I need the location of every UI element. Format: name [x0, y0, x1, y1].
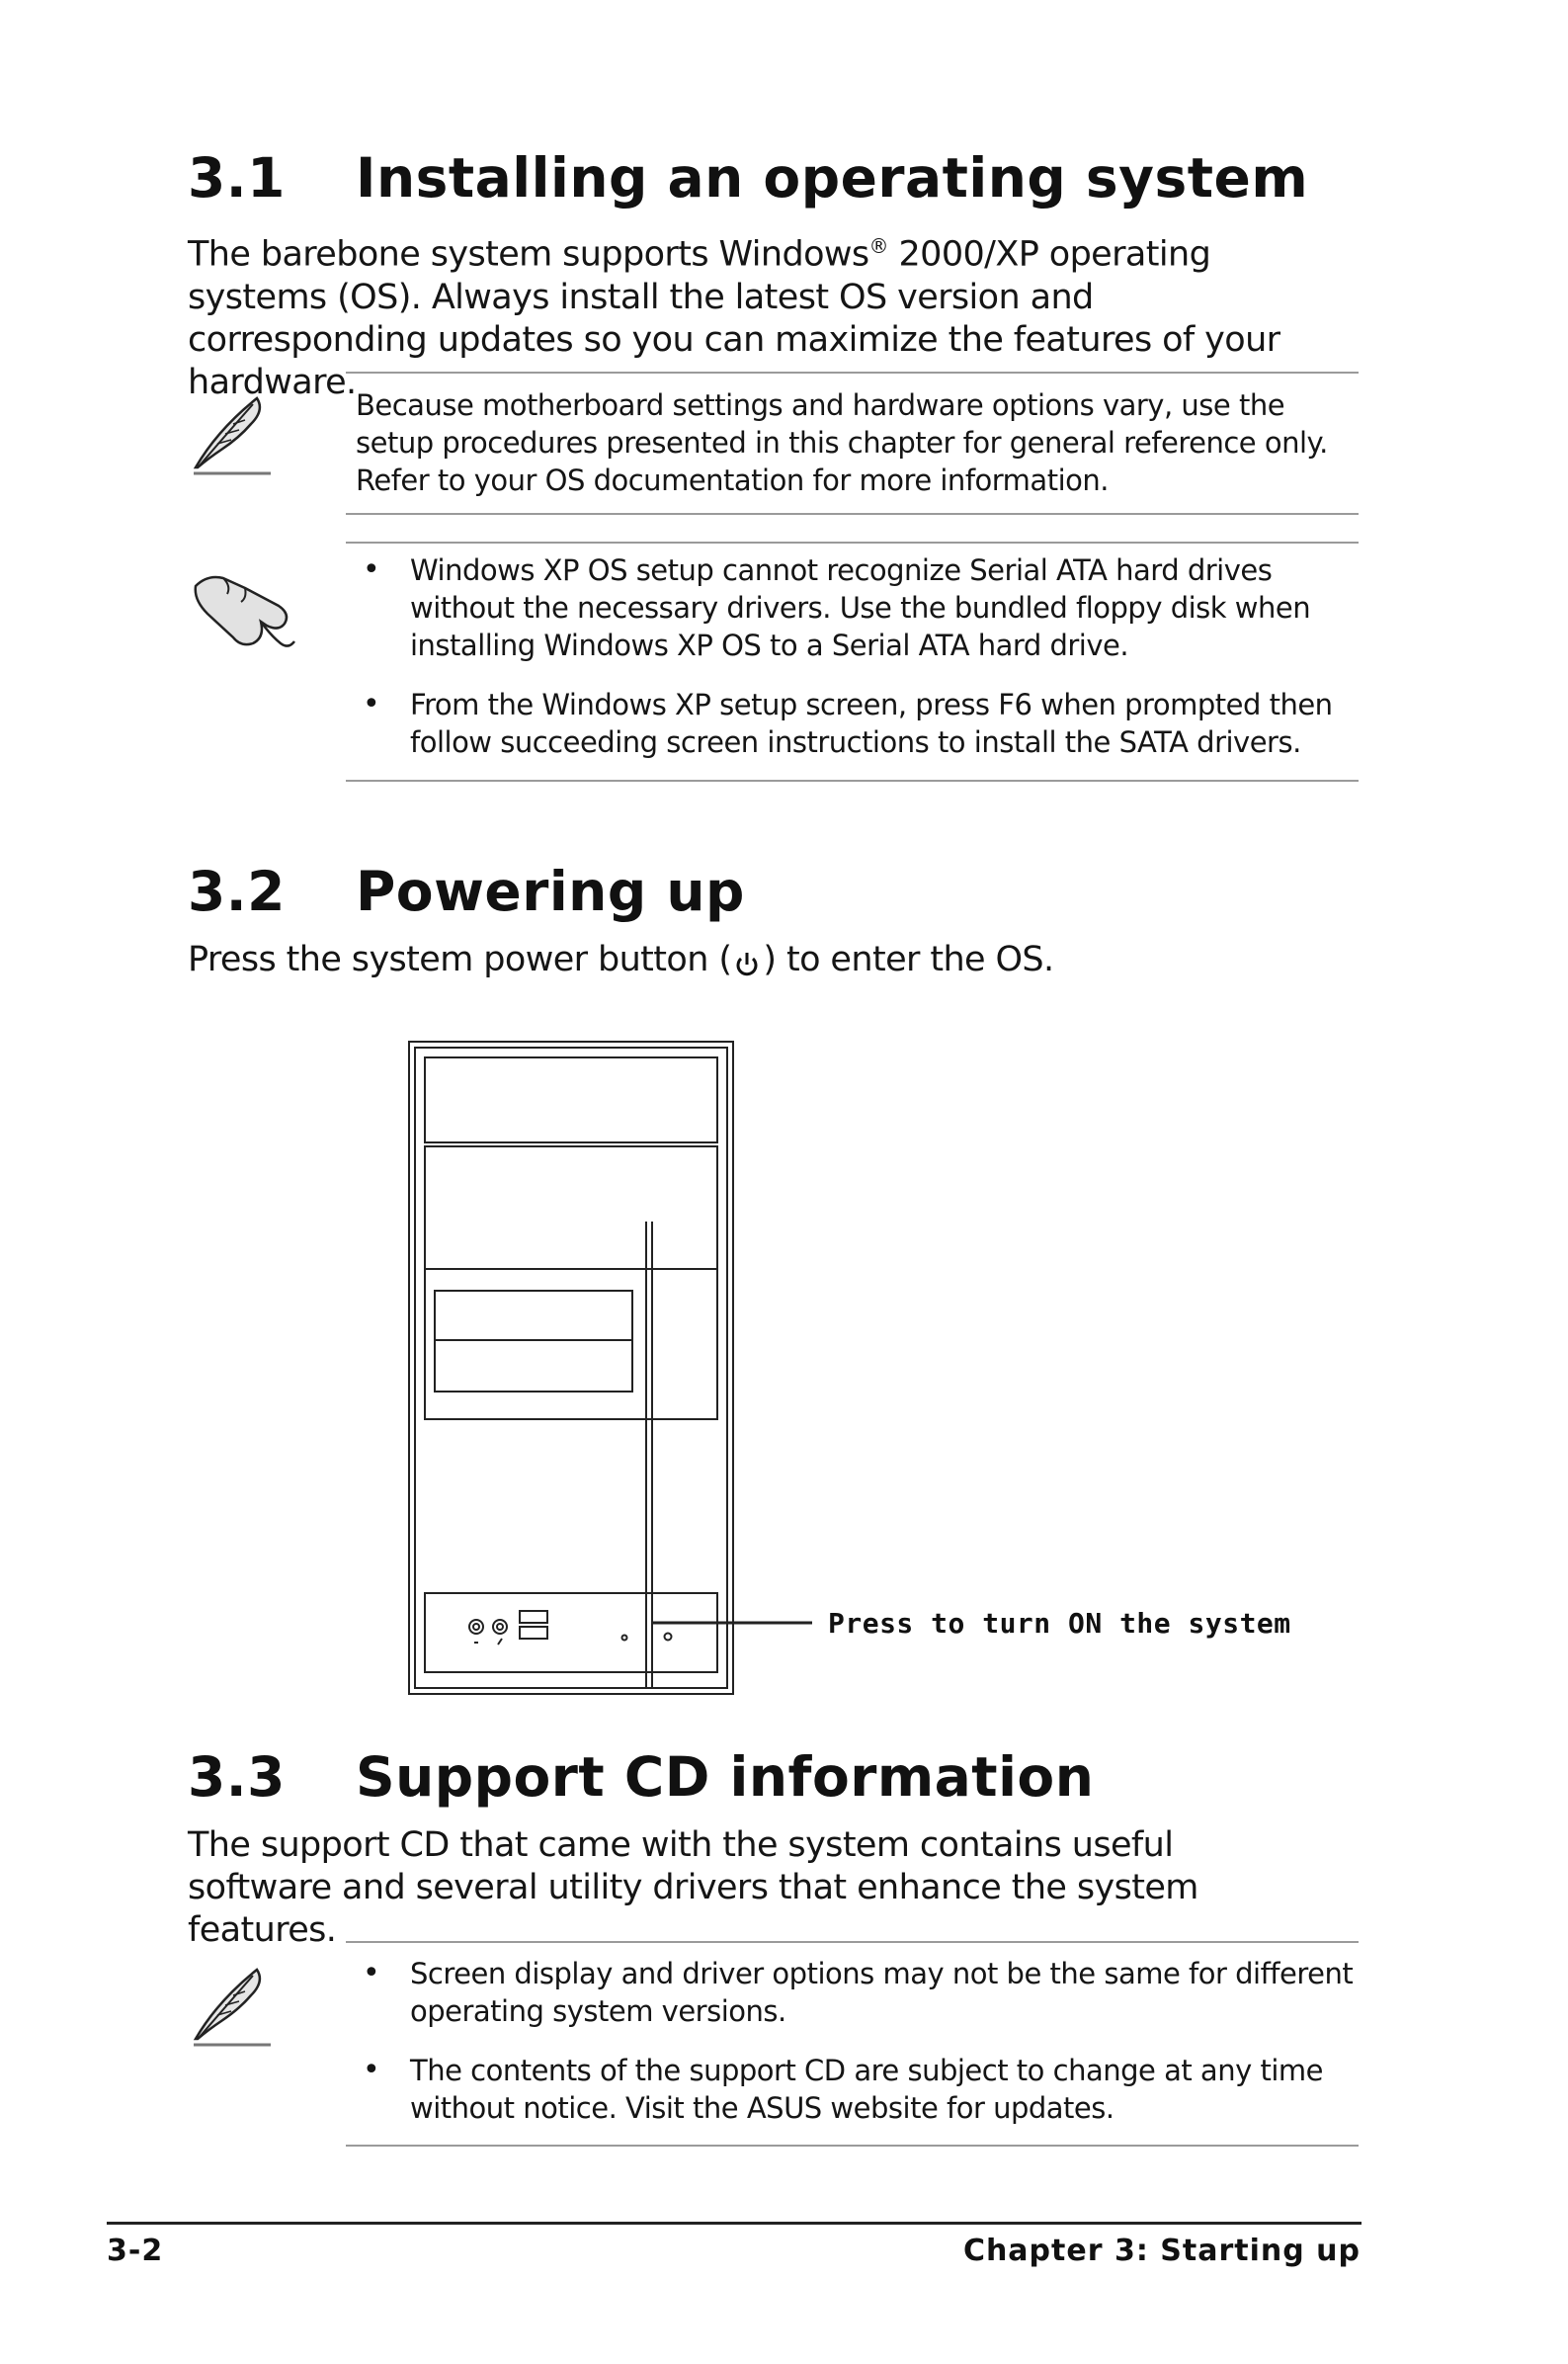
- intro-paragraph-3-1: [188, 225, 1324, 404]
- section-heading-3-2: [188, 860, 745, 923]
- footer-rule: [107, 2222, 1362, 2225]
- power-button-callout: Press to turn ON the system: [828, 1607, 1291, 1640]
- warning-hand-icon: [188, 558, 306, 657]
- note-feather-icon: [188, 390, 277, 479]
- section-title: Powering up: [356, 860, 745, 923]
- section-heading-3-1: [188, 146, 1308, 210]
- note-rule-bottom: [346, 513, 1359, 515]
- list-item: • The contents of the support CD are subject to change at any time without notice. Visit the ASUS website for updates.: [353, 2052, 1361, 2127]
- intro-text: The barebone system supports Windows: [188, 234, 869, 275]
- section-heading-3-3: [188, 1745, 1094, 1809]
- power-text: Press the system power button (: [188, 940, 732, 979]
- warning-rule-top: [346, 542, 1359, 544]
- cd-note-feather-icon: [188, 1962, 277, 2051]
- note-rule-top: [346, 372, 1359, 374]
- list-item: • Screen display and driver options may not be the same for different operating system versions.: [353, 1955, 1361, 2030]
- system-front-diagram: [405, 1038, 1245, 1700]
- power-icon: [733, 947, 761, 989]
- list-item: • Windows XP OS setup cannot recognize Serial ATA hard drives without the necessary drivers. Use the bundled floppy disk when installing Windows XP OS to a Serial ATA hard drive.: [353, 551, 1361, 664]
- intro-text-cont: 2000/XP operating systems (OS). Always install the latest OS version and corresponding updates so you can maximize the features of your hardware.: [188, 234, 1280, 402]
- cd-note-rule-bottom: [346, 2145, 1359, 2147]
- section-number: 3.3: [188, 1745, 286, 1809]
- cd-note-rule-top: [346, 1941, 1359, 1943]
- section-title: Installing an operating system: [356, 146, 1309, 210]
- chapter-label: Chapter 3: Starting up: [962, 2234, 1361, 2268]
- section-title: Support CD information: [356, 1745, 1095, 1809]
- registered-mark: ®: [868, 234, 888, 258]
- warning-rule-bottom: [346, 780, 1359, 782]
- section-number: 3.1: [188, 146, 286, 210]
- note-text-3-1: Because motherboard settings and hardware options vary, use the setup procedures presented in this chapter for general reference only. Refer to your OS documentation for more information.: [356, 388, 1328, 497]
- page-number: 3-2: [107, 2234, 164, 2268]
- power-paragraph: [188, 939, 1324, 989]
- cd-note-list: [353, 1955, 1361, 2127]
- power-text-cont: ) to enter the OS.: [763, 940, 1054, 979]
- warning-list-3-1: [353, 551, 1361, 761]
- intro-paragraph-3-3: The support CD that came with the system contains useful software and several utility drivers that enhance the system features.: [188, 1825, 1198, 1950]
- section-number: 3.2: [188, 860, 286, 923]
- list-item: • From the Windows XP setup screen, press F6 when prompted then follow succeeding screen instructions to install the SATA drivers.: [353, 686, 1361, 761]
